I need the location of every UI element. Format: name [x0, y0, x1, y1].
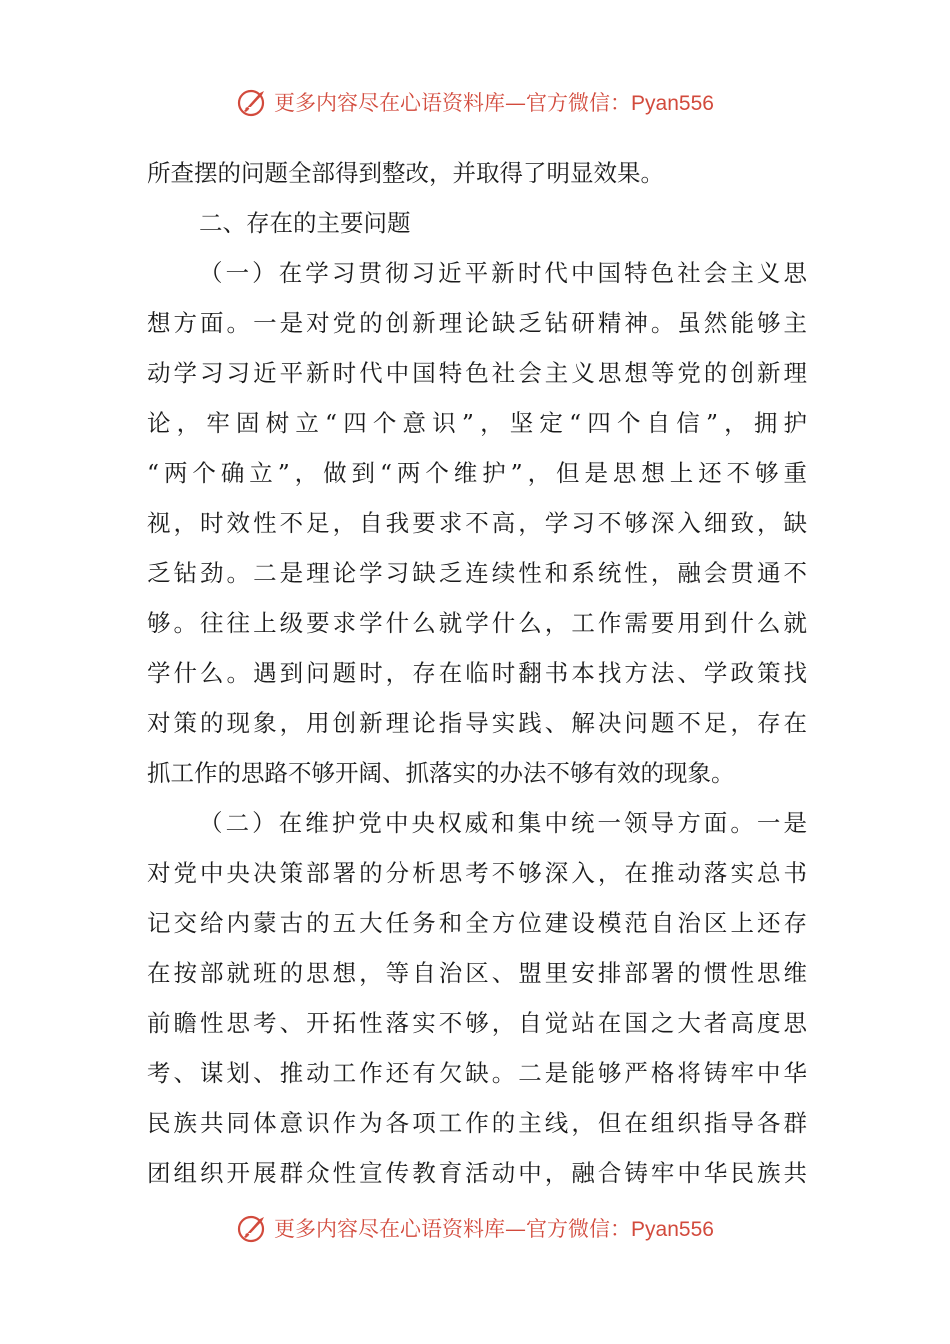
text-line: 在按部就班的思想，等自治区、盟里安排部署的惯性思维 — [147, 959, 807, 987]
text-line: 视，时效性不足，自我要求不高，学习不够深入细致，缺 — [147, 509, 807, 537]
text-line: 团组织开展群众性宣传教育活动中，融合铸牢中华民族共 — [147, 1159, 807, 1187]
text-line: 记交给内蒙古的五大任务和全方位建设模范自治区上还存 — [147, 909, 807, 937]
text-line: 抓工作的思路不够开阔、抓落实的办法不够有效的现象。 — [147, 759, 735, 787]
quill-pen-circle-icon — [236, 1211, 270, 1245]
text-line: 所查摆的问题全部得到整改，并取得了明显效果。 — [147, 159, 664, 187]
text-line: 乏钻劲。二是理论学习缺乏连续性和系统性，融会贯通不 — [147, 559, 807, 587]
text-line: 论，牢固树立“四个意识”，坚定“四个自信”，拥护 — [147, 409, 807, 437]
wechat-account: Pyan556 — [631, 92, 714, 115]
text-line: 二、存在的主要问题 — [199, 209, 411, 237]
text-line: 考、谋划、推动工作还有欠缺。二是能够严格将铸牢中华 — [147, 1059, 807, 1087]
text-line: 前瞻性思考、开拓性落实不够，自觉站在国之大者高度思 — [147, 1009, 807, 1037]
text-line: （一）在学习贯彻习近平新时代中国特色社会主义思 — [199, 259, 807, 287]
text-line: 对党中央决策部署的分析思考不够深入，在推动落实总书 — [147, 859, 807, 887]
text-line: 想方面。一是对党的创新理论缺乏钻研精神。虽然能够主 — [147, 309, 807, 337]
footer-watermark-banner — [0, 1208, 950, 1248]
text-line: 够。往往上级要求学什么就学什么，工作需要用到什么就 — [147, 609, 807, 637]
watermark-text: 更多内容尽在心语资料库—官方微信：Pyan556 — [274, 1217, 714, 1241]
header-watermark-banner — [0, 82, 950, 122]
wechat-account: Pyan556 — [631, 1218, 714, 1241]
text-line: 对策的现象，用创新理论指导实践、解决问题不足，存在 — [147, 709, 807, 737]
quill-pen-circle-icon — [236, 85, 270, 119]
text-line: （二）在维护党中央权威和集中统一领导方面。一是 — [199, 809, 807, 837]
document-body — [147, 148, 807, 1198]
text-line: 民族共同体意识作为各项工作的主线，但在组织指导各群 — [147, 1109, 807, 1137]
text-line: 动学习习近平新时代中国特色社会主义思想等党的创新理 — [147, 359, 807, 387]
watermark-text: 更多内容尽在心语资料库—官方微信：Pyan556 — [274, 91, 714, 115]
text-line: 学什么。遇到问题时，存在临时翻书本找方法、学政策找 — [147, 659, 807, 687]
text-line: “两个确立”，做到“两个维护”，但是思想上还不够重 — [147, 459, 807, 487]
